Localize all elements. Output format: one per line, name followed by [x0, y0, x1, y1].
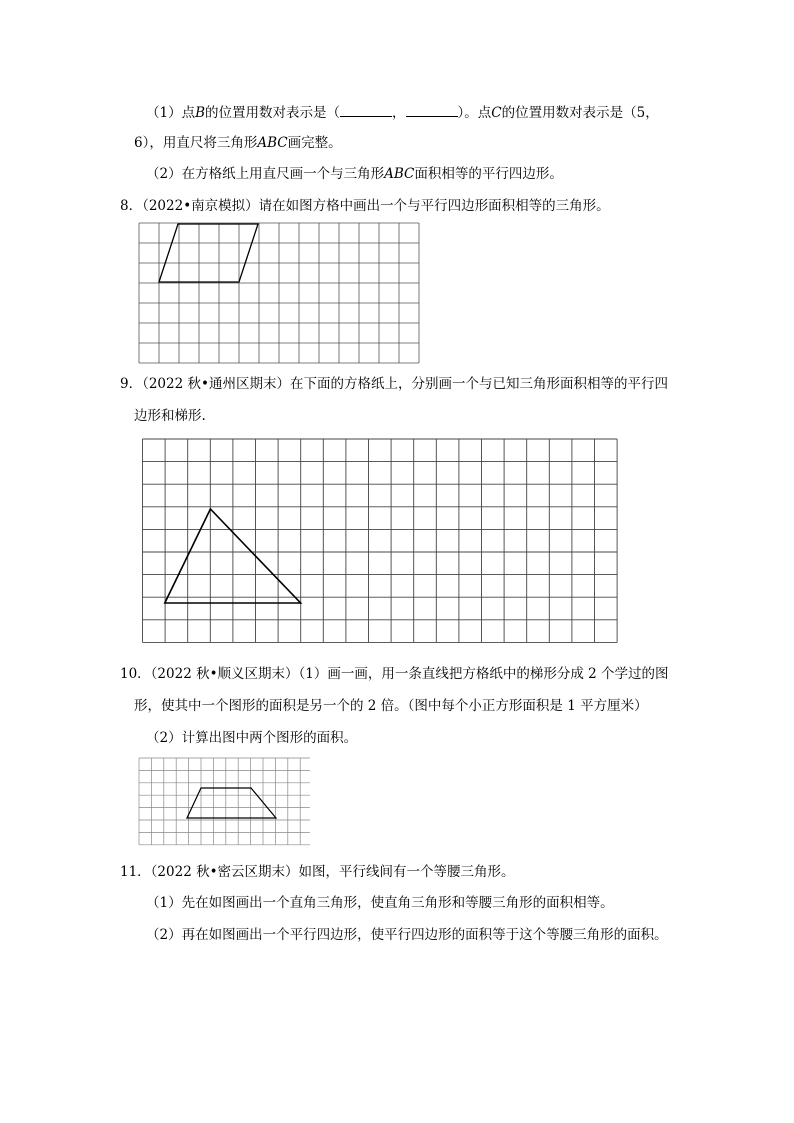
q8-grid-figure[interactable]	[138, 222, 420, 364]
q7-part1-line2	[134, 133, 342, 153]
q9-grid-figure[interactable]	[142, 438, 622, 650]
q7-part2	[146, 164, 563, 184]
q7-text: 的位置用数对表示是（	[205, 105, 341, 121]
q10-part2: （2）计算出图中两个图形的面积。	[146, 730, 358, 746]
parallelogram	[159, 224, 258, 282]
q9-line2: 边形和梯形.	[134, 408, 206, 424]
trapezoid	[187, 788, 276, 818]
q7-text: （2）在方格纸上用直尺画一个与三角形	[146, 166, 385, 182]
q8-text: 8．（2022•南京模拟）请在如图方格中画出一个与平行四边形面积相等的三角形。	[120, 198, 610, 214]
q7-text: 面积相等的平行四边形。	[414, 166, 563, 182]
triangle-abc-label: ABC	[384, 166, 415, 182]
triangle-abc-label: ABC	[257, 135, 288, 151]
q7-text: ）。点	[457, 105, 492, 121]
q9-line1: 9．（2022 秋•通州区期末）在下面的方格纸上，分别画一个与已知三角形面积相等的平行四	[120, 376, 668, 392]
q10-line2: 形，使其中一个图形的面积是另一个的 2 倍。（图中每个小正方形面积是 1 平方厘米）	[134, 698, 648, 714]
q10-line1: 10．（2022 秋•顺义区期末）（1）画一画，用一条直线把方格纸中的梯形分成 2 个学过的图	[120, 666, 669, 682]
q7-text: 6），用直尺将三角形	[134, 135, 258, 151]
q11-line1: 11．（2022 秋•密云区期末）如图，平行线间有一个等腰三角形。	[120, 864, 515, 880]
point-b-label: B	[195, 105, 206, 121]
q10-grid-figure[interactable]	[138, 756, 310, 850]
point-c-label: C	[491, 105, 502, 121]
q7-text: 的位置用数对表示是（5，	[501, 105, 659, 121]
q11-part2: （2）再在如图画出一个平行四边形，使平行四边形的面积等于这个等腰三角形的面积。	[146, 927, 668, 943]
q7-text: 画完整。	[287, 135, 342, 151]
q11-part1: （1）先在如图画出一个直角三角形，使直角三角形和等腰三角形的面积相等。	[146, 895, 614, 911]
q7-text: （1）点	[146, 105, 196, 121]
q7-text: ，	[392, 105, 406, 121]
answer-blank[interactable]	[340, 104, 392, 117]
q7-part1-line1	[146, 103, 659, 123]
answer-blank[interactable]	[406, 104, 458, 117]
